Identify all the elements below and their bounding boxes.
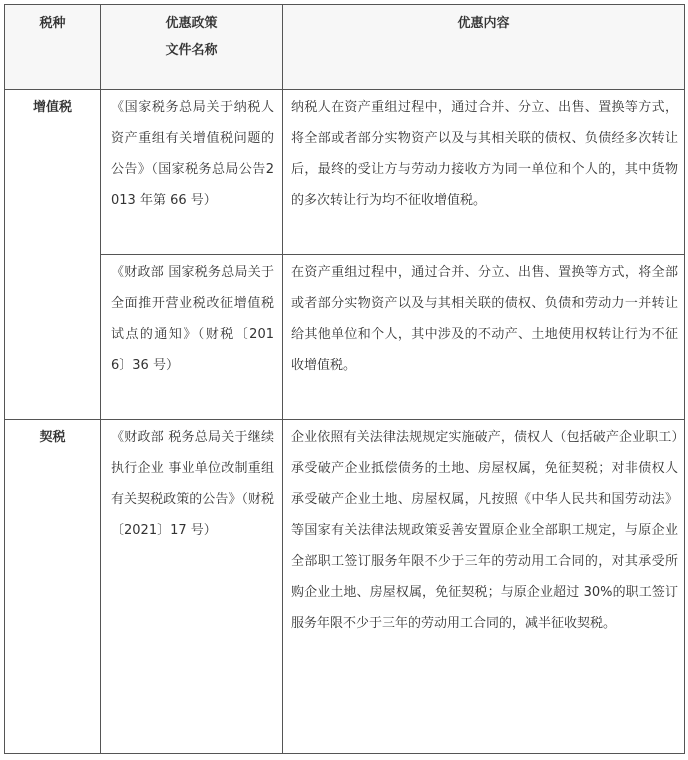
benefit-content-cell: 纳税人在资产重组过程中，通过合并、分立、出售、置换等方式，将全部或者部分实物资产以及与其相关联的债权、负债经多次转让后，最终的受让方与劳动力接收方为同一单位和个人的，其中货物的多次转让行为均不征收增值税。	[283, 90, 685, 255]
table-row	[5, 255, 685, 420]
benefit-content-cell: 在资产重组过程中，通过合并、分立、出售、置换等方式，将全部或者部分实物资产以及与其相关联的债权、负债和劳动力一并转让给其他单位和个人，其中涉及的不动产、土地使用权转让行为不征收增值税。	[283, 255, 685, 420]
tax-type-cell: 增值税	[5, 90, 101, 420]
policy-doc-cell: 《国家税务总局关于纳税人资产重组有关增值税问题的公告》（国家税务总局公告2013 年第 66 号）	[101, 90, 283, 255]
tax-policy-table	[4, 4, 685, 754]
header-tax-type-label: 税种	[39, 16, 66, 31]
table-row	[5, 420, 685, 754]
table-header-row	[5, 5, 685, 90]
benefit-content-cell: 企业依照有关法律法规规定实施破产，债权人（包括破产企业职工）承受破产企业抵偿债务的土地、房屋权属，免征契税；对非债权人承受破产企业土地、房屋权属，凡按照《中华人民共和国劳动法》等国家有关法律法规政策妥善安置原企业全部职工规定，与原企业全部职工签订服务年限不少于三年的劳动用工合同的，对其承受所购企业土地、房屋权属，免征契税；与原企业超过 30%的职工签订服务年限不少于三年的劳动用工合同的，减半征收契税。	[283, 420, 685, 754]
header-tax-type	[5, 5, 101, 90]
tax-type-cell: 契税	[5, 420, 101, 754]
header-benefit-content-label: 优惠内容	[457, 16, 510, 31]
header-policy-doc-line1: 优惠政策	[165, 16, 218, 31]
policy-doc-cell: 《财政部 税务总局关于继续执行企业 事业单位改制重组有关契税政策的公告》（财税〔2021〕17 号）	[101, 420, 283, 754]
header-policy-doc	[101, 5, 283, 90]
policy-doc-cell: 《财政部 国家税务总局关于全面推开营业税改征增值税试点的通知》（财税〔2016〕36 号）	[101, 255, 283, 420]
header-benefit-content	[283, 5, 685, 90]
header-policy-doc-line2: 文件名称	[165, 43, 218, 58]
table-row	[5, 90, 685, 255]
